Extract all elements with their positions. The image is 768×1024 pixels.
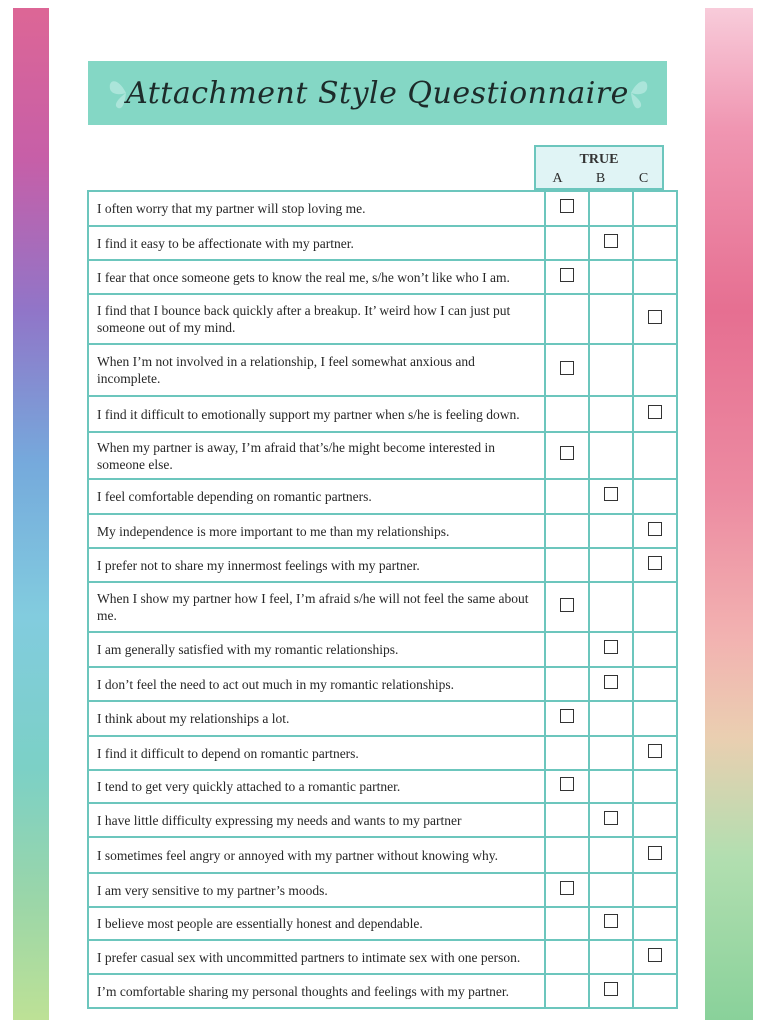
answer-cell-c (633, 191, 677, 226)
checkbox-icon[interactable] (560, 777, 574, 791)
question-text: I sometimes feel angry or annoyed with my partner without knowing why. (88, 837, 545, 873)
checkbox-icon[interactable] (604, 640, 618, 654)
answer-cell-c (633, 667, 677, 701)
checkbox-icon[interactable] (604, 675, 618, 689)
answer-cell-a (545, 770, 589, 803)
checkbox-icon[interactable] (560, 598, 574, 612)
question-row (88, 396, 677, 432)
answer-cell-c (633, 582, 677, 632)
question-row (88, 873, 677, 907)
answer-cell-a (545, 260, 589, 294)
question-text: I am very sensitive to my partner’s moods. (88, 873, 545, 907)
question-row (88, 191, 677, 226)
questionnaire-table (87, 190, 678, 1009)
answer-cell-c (633, 907, 677, 940)
column-a-label: A (552, 171, 563, 186)
column-b-label: B (595, 171, 606, 186)
answer-cell-a (545, 548, 589, 582)
checkbox-icon[interactable] (560, 199, 574, 213)
answer-cell-a (545, 974, 589, 1008)
answer-cell-c (633, 803, 677, 837)
checkbox-icon[interactable] (604, 811, 618, 825)
answer-cell-a (545, 907, 589, 940)
answer-cell-b (589, 344, 633, 396)
checkbox-icon[interactable] (648, 948, 662, 962)
answer-cell-a (545, 701, 589, 736)
answer-header (534, 145, 664, 190)
checkbox-icon[interactable] (560, 881, 574, 895)
question-row (88, 294, 677, 344)
right-decorative-strip (705, 8, 753, 1020)
question-text: I prefer not to share my innermost feelings with my partner. (88, 548, 545, 582)
question-text: I prefer casual sex with uncommitted partners to intimate sex with one person. (88, 940, 545, 974)
checkbox-icon[interactable] (648, 405, 662, 419)
answer-cell-c (633, 736, 677, 770)
checkbox-icon[interactable] (604, 487, 618, 501)
answer-cell-c (633, 974, 677, 1008)
left-decorative-strip (13, 8, 49, 1020)
answer-cell-b (589, 770, 633, 803)
true-label: TRUE (579, 152, 619, 167)
question-text: I think about my relationships a lot. (88, 701, 545, 736)
question-row (88, 940, 677, 974)
checkbox-icon[interactable] (560, 268, 574, 282)
question-row (88, 344, 677, 396)
answer-cell-b (589, 632, 633, 667)
question-row (88, 837, 677, 873)
question-row (88, 974, 677, 1008)
answer-cell-c (633, 770, 677, 803)
answer-cell-b (589, 548, 633, 582)
question-row (88, 632, 677, 667)
answer-cell-b (589, 667, 633, 701)
question-row (88, 701, 677, 736)
question-row (88, 479, 677, 514)
question-text: I find it easy to be affectionate with my partner. (88, 226, 545, 260)
question-text: I don’t feel the need to act out much in my romantic relationships. (88, 667, 545, 701)
question-text: I have little difficulty expressing my needs and wants to my partner (88, 803, 545, 837)
answer-cell-a (545, 432, 589, 479)
answer-cell-c (633, 940, 677, 974)
answer-cell-c (633, 873, 677, 907)
question-row (88, 582, 677, 632)
question-text: I find that I bounce back quickly after a breakup. It’ weird how I can just put someone out of my mind. (88, 294, 545, 344)
question-text: When I show my partner how I feel, I’m afraid s/he will not feel the same about me. (88, 582, 545, 632)
checkbox-icon[interactable] (604, 234, 618, 248)
answer-cell-c (633, 701, 677, 736)
question-text: I’m comfortable sharing my personal thoughts and feelings with my partner. (88, 974, 545, 1008)
page-title: Attachment Style Questionnaire (126, 75, 629, 111)
answer-cell-a (545, 632, 589, 667)
answer-cell-b (589, 701, 633, 736)
checkbox-icon[interactable] (560, 446, 574, 460)
question-row (88, 548, 677, 582)
question-text: I find it difficult to depend on romantic partners. (88, 736, 545, 770)
answer-cell-b (589, 226, 633, 260)
answer-cell-b (589, 294, 633, 344)
answer-cell-b (589, 837, 633, 873)
answer-cell-b (589, 873, 633, 907)
question-text: I am generally satisfied with my romantic relationships. (88, 632, 545, 667)
checkbox-icon[interactable] (560, 709, 574, 723)
question-row (88, 770, 677, 803)
answer-cell-b (589, 736, 633, 770)
checkbox-icon[interactable] (560, 361, 574, 375)
question-row (88, 226, 677, 260)
answer-cell-a (545, 514, 589, 548)
butterfly-icon (611, 75, 651, 111)
answer-cell-a (545, 294, 589, 344)
question-text: I find it difficult to emotionally support my partner when s/he is feeling down. (88, 396, 545, 432)
answer-cell-a (545, 837, 589, 873)
answer-cell-c (633, 226, 677, 260)
answer-cell-a (545, 873, 589, 907)
question-row (88, 432, 677, 479)
question-text: I believe most people are essentially honest and dependable. (88, 907, 545, 940)
question-text: I feel comfortable depending on romantic partners. (88, 479, 545, 514)
answer-cell-b (589, 974, 633, 1008)
answer-cell-c (633, 548, 677, 582)
question-text: When my partner is away, I’m afraid that’s/he might become interested in someone else. (88, 432, 545, 479)
question-row (88, 514, 677, 548)
question-row (88, 260, 677, 294)
question-row (88, 736, 677, 770)
answer-cell-a (545, 940, 589, 974)
checkbox-icon[interactable] (604, 914, 618, 928)
answer-cell-b (589, 940, 633, 974)
question-row (88, 667, 677, 701)
answer-cell-a (545, 479, 589, 514)
answer-cell-b (589, 582, 633, 632)
answer-cell-b (589, 396, 633, 432)
answer-cell-a (545, 803, 589, 837)
answer-cell-a (545, 344, 589, 396)
answer-cell-b (589, 803, 633, 837)
answer-cell-c (633, 396, 677, 432)
answer-cell-b (589, 479, 633, 514)
answer-cell-c (633, 479, 677, 514)
title-banner (88, 61, 667, 125)
answer-cell-a (545, 736, 589, 770)
answer-cell-c (633, 294, 677, 344)
checkbox-icon[interactable] (648, 310, 662, 324)
checkbox-icon[interactable] (648, 744, 662, 758)
question-text: I often worry that my partner will stop loving me. (88, 191, 545, 226)
column-c-label: C (638, 171, 649, 186)
answer-cell-b (589, 907, 633, 940)
question-text: I fear that once someone gets to know the real me, s/he won’t like who I am. (88, 260, 545, 294)
checkbox-icon[interactable] (648, 556, 662, 570)
checkbox-icon[interactable] (648, 846, 662, 860)
answer-cell-a (545, 191, 589, 226)
answer-cell-b (589, 432, 633, 479)
answer-cell-c (633, 514, 677, 548)
answer-cell-c (633, 432, 677, 479)
question-text: I tend to get very quickly attached to a romantic partner. (88, 770, 545, 803)
answer-cell-a (545, 226, 589, 260)
answer-cell-c (633, 632, 677, 667)
question-text: My independence is more important to me than my relationships. (88, 514, 545, 548)
question-row (88, 907, 677, 940)
checkbox-icon[interactable] (604, 982, 618, 996)
answer-cell-b (589, 514, 633, 548)
answer-cell-c (633, 344, 677, 396)
checkbox-icon[interactable] (648, 522, 662, 536)
answer-cell-a (545, 667, 589, 701)
answer-cell-b (589, 191, 633, 226)
answer-cell-a (545, 582, 589, 632)
answer-cell-c (633, 837, 677, 873)
answer-cell-c (633, 260, 677, 294)
butterfly-icon (106, 75, 146, 111)
answer-cell-a (545, 396, 589, 432)
question-text: When I’m not involved in a relationship, I feel somewhat anxious and incomplete. (88, 344, 545, 396)
answer-cell-b (589, 260, 633, 294)
question-row (88, 803, 677, 837)
